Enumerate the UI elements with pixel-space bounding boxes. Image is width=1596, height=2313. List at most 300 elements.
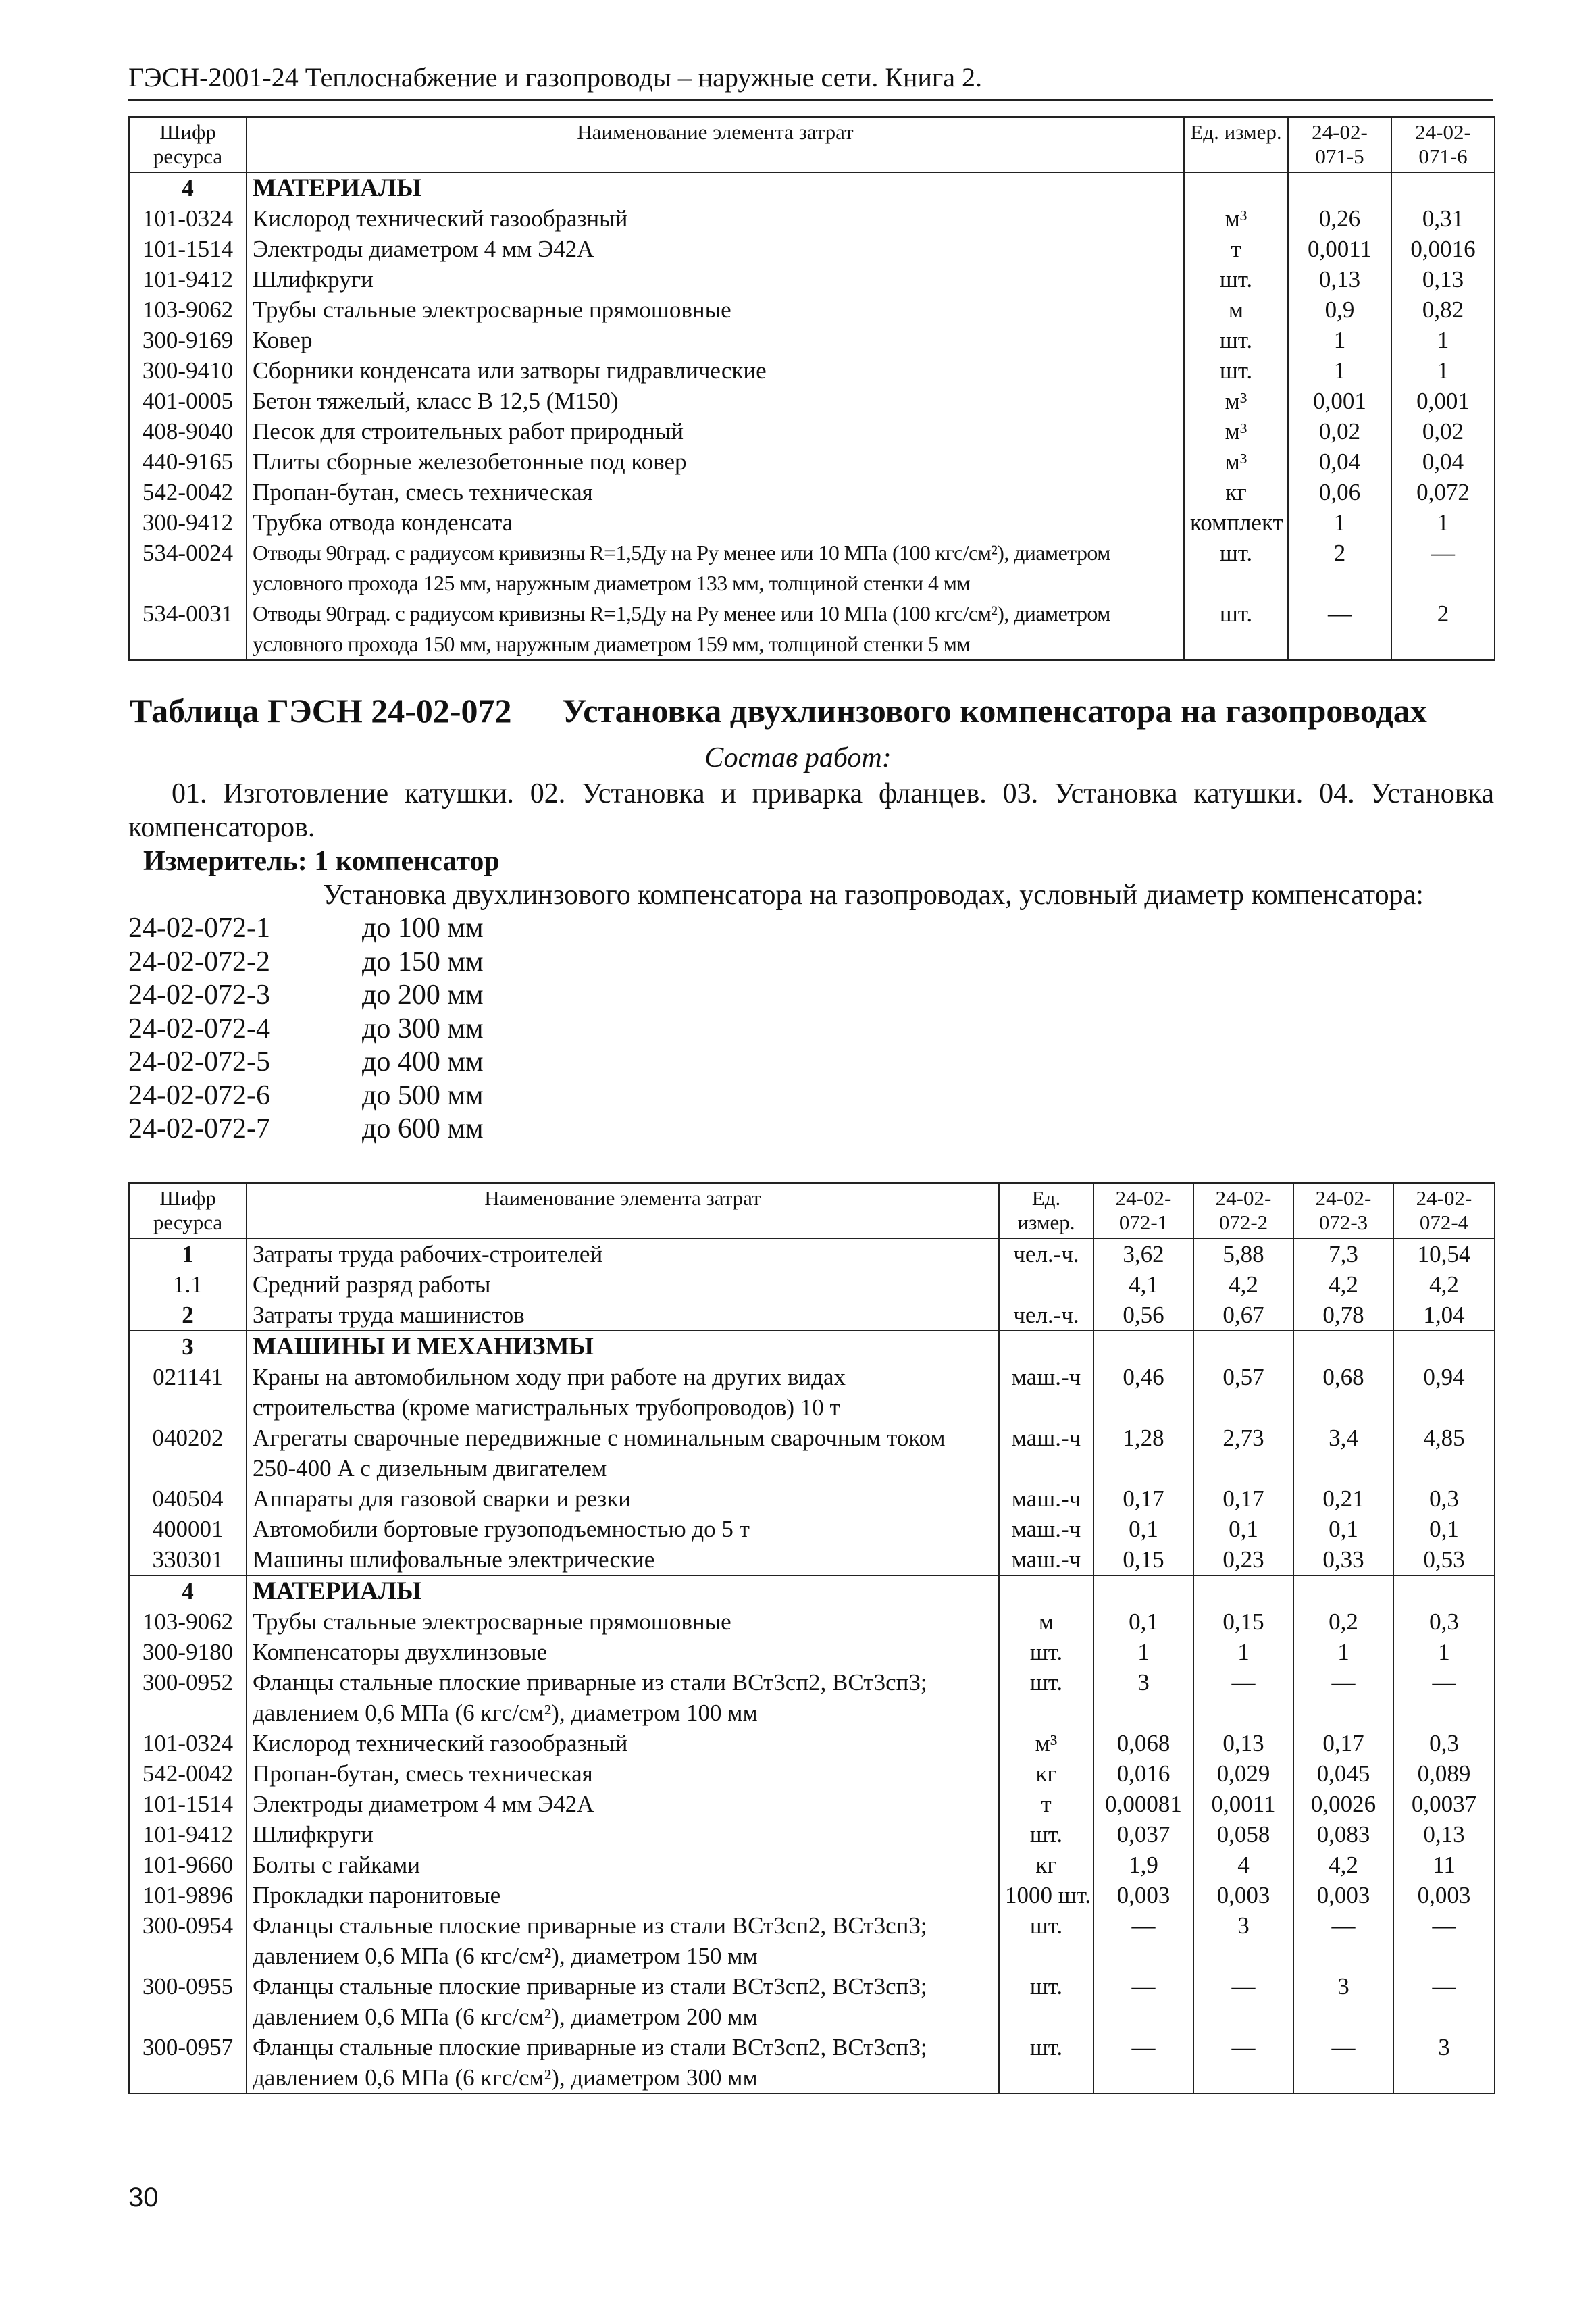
variants-list <box>128 912 484 1146</box>
variant-item <box>128 979 484 1013</box>
variant-description: до 600 мм <box>362 1113 484 1144</box>
value-cell: 0,001 <box>1391 386 1495 416</box>
unit-cell: шт. <box>1184 599 1288 660</box>
value-cell: 0,04 <box>1391 447 1495 477</box>
cost-element-name: Пропан-бутан, смесь техническая <box>247 1758 999 1789</box>
table-row <box>129 599 1495 660</box>
cost-element-name: Отводы 90град. с радиусом кривизны R=1,5Ду на Ру менее или 10 МПа (100 кгс/см²), диаметром условного прохода 150 мм, наружным диаметром 159 мм, толщиной стенки 5 мм <box>247 599 1184 660</box>
value-cell <box>1393 1575 1495 1606</box>
resource-code: 103-9062 <box>129 1606 247 1637</box>
value-cell: 0,57 <box>1193 1362 1293 1423</box>
value-cell: 4,2 <box>1293 1269 1393 1300</box>
cost-element-name: Сборники конденсата или затворы гидравлические <box>247 355 1184 386</box>
value-cell: 0,78 <box>1293 1300 1393 1331</box>
value-cell: 0,1 <box>1193 1514 1293 1544</box>
cost-element-name: Затраты труда рабочих-строителей <box>247 1238 999 1269</box>
resource-code: 3 <box>129 1331 247 1362</box>
table-row <box>129 2032 1495 2093</box>
resource-code: 300-0955 <box>129 1971 247 2032</box>
cost-element-name: Электроды диаметром 4 мм Э42А <box>247 234 1184 264</box>
variants-intro: Установка двухлинзового компенсатора на газопроводах, условный диаметр компенсатора: <box>323 880 1424 911</box>
unit-cell: шт. <box>1184 538 1288 599</box>
resource-code: 401-0005 <box>129 386 247 416</box>
cost-element-name: МАШИНЫ И МЕХАНИЗМЫ <box>247 1331 999 1362</box>
col-header-value: 24-02-072-4 <box>1393 1183 1495 1238</box>
table-row <box>129 1238 1495 1269</box>
cost-element-name: Бетон тяжелый, класс В 12,5 (М150) <box>247 386 1184 416</box>
unit-cell: 1000 шт. <box>999 1880 1093 1910</box>
value-cell: — <box>1193 2032 1293 2093</box>
value-cell: 4 <box>1193 1850 1293 1880</box>
table-row <box>129 1758 1495 1789</box>
value-cell: 3 <box>1093 1667 1193 1728</box>
value-cell: 0,21 <box>1293 1483 1393 1514</box>
composition-label: Состав работ: <box>704 742 892 773</box>
cost-element-name: Трубы стальные электросварные прямошовные <box>247 295 1184 325</box>
unit-cell: м³ <box>1184 447 1288 477</box>
section-row <box>129 172 1495 203</box>
table-row <box>129 1606 1495 1637</box>
section-row <box>129 1575 1495 1606</box>
unit-cell: комплект <box>1184 507 1288 538</box>
col-header-value: 24-02-072-2 <box>1193 1183 1293 1238</box>
resource-code: 300-0954 <box>129 1910 247 1971</box>
col-header-name: Наименование элемента затрат <box>247 1183 999 1238</box>
table-row <box>129 1910 1495 1971</box>
value-cell: 1 <box>1391 355 1495 386</box>
table-title <box>130 690 1427 731</box>
resource-code: 101-9412 <box>129 264 247 295</box>
table-row <box>129 1728 1495 1758</box>
unit-cell: шт. <box>999 1637 1093 1667</box>
resource-code: 300-9412 <box>129 507 247 538</box>
unit-cell: кг <box>999 1850 1093 1880</box>
resource-code: 101-9660 <box>129 1850 247 1880</box>
value-cell: — <box>1391 538 1495 599</box>
resource-code: 400001 <box>129 1514 247 1544</box>
unit-cell <box>999 1269 1093 1300</box>
variant-description: до 200 мм <box>362 980 484 1011</box>
resource-code: 542-0042 <box>129 477 247 507</box>
unit-cell: кг <box>1184 477 1288 507</box>
variant-code: 24-02-072-1 <box>128 913 270 944</box>
value-cell: 0,13 <box>1288 264 1391 295</box>
value-cell: 1 <box>1391 507 1495 538</box>
unit-cell: шт. <box>999 1667 1093 1728</box>
variant-item <box>128 946 484 980</box>
table-row <box>129 1514 1495 1544</box>
value-cell: — <box>1288 599 1391 660</box>
value-cell: 1 <box>1393 1637 1495 1667</box>
table-row <box>129 1269 1495 1300</box>
value-cell: 3 <box>1193 1910 1293 1971</box>
cost-element-name: Аппараты для газовой сварки и резки <box>247 1483 999 1514</box>
materials-table-071 <box>128 116 1495 661</box>
value-cell: 0,17 <box>1193 1483 1293 1514</box>
value-cell: 0,089 <box>1393 1758 1495 1789</box>
variant-code: 24-02-072-6 <box>128 1079 270 1111</box>
value-cell <box>1093 1575 1193 1606</box>
cost-element-name: МАТЕРИАЛЫ <box>247 172 1184 203</box>
value-cell: 0,17 <box>1293 1728 1393 1758</box>
cost-element-name: Фланцы стальные плоские приварные из стали ВСт3сп2, ВСт3сп3; давлением 0,6 МПа (6 кгс/см²), диаметром 200 мм <box>247 1971 999 2032</box>
resource-code: 300-0957 <box>129 2032 247 2093</box>
table-row <box>129 1362 1495 1423</box>
variant-description: до 500 мм <box>362 1079 484 1111</box>
table-row <box>129 295 1495 325</box>
value-cell: 0,2 <box>1293 1606 1393 1637</box>
value-cell: 0,23 <box>1193 1544 1293 1575</box>
value-cell: 1 <box>1093 1637 1193 1667</box>
resource-code: 300-9410 <box>129 355 247 386</box>
unit-cell <box>1184 172 1288 203</box>
unit-cell: шт. <box>999 1910 1093 1971</box>
unit-cell: м <box>999 1606 1093 1637</box>
value-cell: 0,003 <box>1093 1880 1193 1910</box>
page-number: 30 <box>128 2183 159 2212</box>
unit-cell: шт. <box>1184 325 1288 355</box>
unit-cell: шт. <box>999 2032 1093 2093</box>
value-cell: 0,072 <box>1391 477 1495 507</box>
variant-code: 24-02-072-3 <box>128 980 270 1011</box>
unit-cell <box>999 1331 1093 1362</box>
value-cell: 1 <box>1293 1637 1393 1667</box>
value-cell: 0,003 <box>1393 1880 1495 1910</box>
unit-cell: шт. <box>1184 264 1288 295</box>
variant-item <box>128 1046 484 1079</box>
value-cell: 4,85 <box>1393 1423 1495 1483</box>
table-row <box>129 386 1495 416</box>
value-cell: 0,31 <box>1391 203 1495 234</box>
value-cell: 0,029 <box>1193 1758 1293 1789</box>
resource-code: 330301 <box>129 1544 247 1575</box>
value-cell: 0,26 <box>1288 203 1391 234</box>
resource-code: 101-9412 <box>129 1819 247 1850</box>
table-body <box>129 172 1495 660</box>
table-row <box>129 1483 1495 1514</box>
variant-item <box>128 1079 484 1113</box>
value-cell: 0,82 <box>1391 295 1495 325</box>
cost-element-name: Затраты труда машинистов <box>247 1300 999 1331</box>
value-cell: 7,3 <box>1293 1238 1393 1269</box>
unit-cell: шт. <box>999 1819 1093 1850</box>
variant-description: до 100 мм <box>362 913 484 944</box>
value-cell: 0,1 <box>1293 1514 1393 1544</box>
unit-cell: шт. <box>999 1971 1093 2032</box>
cost-element-name: Ковер <box>247 325 1184 355</box>
value-cell: 0,13 <box>1393 1819 1495 1850</box>
col-header-unit: Ед. измер. <box>999 1183 1093 1238</box>
unit-cell: шт. <box>1184 355 1288 386</box>
resource-code: 300-9169 <box>129 325 247 355</box>
value-cell: 0,68 <box>1293 1362 1393 1423</box>
table-row <box>129 477 1495 507</box>
table-row <box>129 538 1495 599</box>
value-cell <box>1093 1331 1193 1362</box>
value-cell: 5,88 <box>1193 1238 1293 1269</box>
col-header-code: Шифр ресурса <box>129 1183 247 1238</box>
cost-element-name: Фланцы стальные плоские приварные из стали ВСт3сп2, ВСт3сп3; давлением 0,6 МПа (6 кгс/см²), диаметром 150 мм <box>247 1910 999 1971</box>
variant-description: до 300 мм <box>362 1013 484 1044</box>
unit-cell: чел.-ч. <box>999 1238 1093 1269</box>
unit-cell: м³ <box>1184 416 1288 447</box>
table-body <box>129 1238 1495 2093</box>
value-cell: 1,28 <box>1093 1423 1193 1483</box>
value-cell <box>1293 1331 1393 1362</box>
value-cell: — <box>1093 1971 1193 2032</box>
value-cell: — <box>1193 1971 1293 2032</box>
section-row <box>129 1331 1495 1362</box>
value-cell: — <box>1293 1910 1393 1971</box>
table-row <box>129 264 1495 295</box>
variant-item <box>128 1113 484 1146</box>
resource-code: 440-9165 <box>129 447 247 477</box>
variant-description: до 150 мм <box>362 946 484 977</box>
cost-element-name: Трубка отвода конденсата <box>247 507 1184 538</box>
value-cell: — <box>1293 2032 1393 2093</box>
value-cell: 0,0026 <box>1293 1789 1393 1819</box>
cost-element-name: Кислород технический газообразный <box>247 1728 999 1758</box>
value-cell: 0,02 <box>1288 416 1391 447</box>
resource-code: 101-1514 <box>129 234 247 264</box>
value-cell: 0,56 <box>1093 1300 1193 1331</box>
value-cell: 0,00081 <box>1093 1789 1193 1819</box>
value-cell: 2 <box>1391 599 1495 660</box>
cost-element-name: Средний разряд работы <box>247 1269 999 1300</box>
unit-cell: маш.-ч <box>999 1423 1093 1483</box>
value-cell <box>1193 1331 1293 1362</box>
value-cell: 1 <box>1288 325 1391 355</box>
cost-element-name: Краны на автомобильном ходу при работе на других видах строительства (кроме магистральных трубопроводов) 10 т <box>247 1362 999 1423</box>
resource-code: 040504 <box>129 1483 247 1514</box>
value-cell: — <box>1393 1971 1495 2032</box>
value-cell: 0,13 <box>1391 264 1495 295</box>
value-cell: 0,045 <box>1293 1758 1393 1789</box>
table-row <box>129 1819 1495 1850</box>
table-row <box>129 1423 1495 1483</box>
unit-cell: маш.-ч <box>999 1362 1093 1423</box>
variant-item <box>128 1013 484 1046</box>
resource-code: 300-0952 <box>129 1667 247 1728</box>
table-row <box>129 1880 1495 1910</box>
table-row <box>129 1850 1495 1880</box>
resource-code: 2 <box>129 1300 247 1331</box>
unit-cell: м³ <box>1184 203 1288 234</box>
operations-text: 01. Изготовление катушки. 02. Установка и приварка фланцев. 03. Установка катушки. 04. Установка компенсаторов. <box>128 778 1494 843</box>
unit-cell: маш.-ч <box>999 1483 1093 1514</box>
value-cell: — <box>1393 1667 1495 1728</box>
unit-cell <box>999 1575 1093 1606</box>
col-header-value: 24-02-071-6 <box>1391 117 1495 172</box>
cost-element-name: Шлифкруги <box>247 264 1184 295</box>
value-cell: 0,001 <box>1288 386 1391 416</box>
value-cell: 0,1 <box>1393 1514 1495 1544</box>
unit-cell: чел.-ч. <box>999 1300 1093 1331</box>
cost-element-name: Компенсаторы двухлинзовые <box>247 1637 999 1667</box>
value-cell <box>1391 172 1495 203</box>
cost-element-name: МАТЕРИАЛЫ <box>247 1575 999 1606</box>
col-header-name: Наименование элемента затрат <box>247 117 1184 172</box>
value-cell: 0,068 <box>1093 1728 1193 1758</box>
resource-code: 534-0024 <box>129 538 247 599</box>
value-cell: 10,54 <box>1393 1238 1495 1269</box>
value-cell: 0,46 <box>1093 1362 1193 1423</box>
col-header-code: Шифр ресурса <box>129 117 247 172</box>
value-cell: 3,62 <box>1093 1238 1193 1269</box>
value-cell: 3 <box>1393 2032 1495 2093</box>
resource-code: 534-0031 <box>129 599 247 660</box>
resource-code: 408-9040 <box>129 416 247 447</box>
value-cell: 0,0016 <box>1391 234 1495 264</box>
value-cell: — <box>1093 2032 1193 2093</box>
cost-element-name: Пропан-бутан, смесь техническая <box>247 477 1184 507</box>
value-cell: 4,2 <box>1393 1269 1495 1300</box>
value-cell: 11 <box>1393 1850 1495 1880</box>
unit-cell: маш.-ч <box>999 1544 1093 1575</box>
resource-code: 040202 <box>129 1423 247 1483</box>
cost-element-name: Отводы 90град. с радиусом кривизны R=1,5Ду на Ру менее или 10 МПа (100 кгс/см²), диаметром условного прохода 125 мм, наружным диаметром 133 мм, толщиной стенки 4 мм <box>247 538 1184 599</box>
variant-description: до 400 мм <box>362 1046 484 1077</box>
value-cell <box>1193 1575 1293 1606</box>
resource-code: 4 <box>129 1575 247 1606</box>
value-cell: 4,2 <box>1293 1850 1393 1880</box>
value-cell: 0,04 <box>1288 447 1391 477</box>
table-row <box>129 1544 1495 1575</box>
value-cell <box>1293 1575 1393 1606</box>
value-cell: 0,15 <box>1193 1606 1293 1637</box>
value-cell: 0,15 <box>1093 1544 1193 1575</box>
resources-table-072 <box>128 1182 1495 2094</box>
resource-code: 1.1 <box>129 1269 247 1300</box>
unit-cell: м³ <box>1184 386 1288 416</box>
cost-element-name: Фланцы стальные плоские приварные из стали ВСт3сп2, ВСт3сп3; давлением 0,6 МПа (6 кгс/см²), диаметром 300 мм <box>247 2032 999 2093</box>
unit-cell: м³ <box>999 1728 1093 1758</box>
value-cell: 0,0037 <box>1393 1789 1495 1819</box>
table-row <box>129 1667 1495 1728</box>
cost-element-name: Прокладки паронитовые <box>247 1880 999 1910</box>
value-cell: 3,4 <box>1293 1423 1393 1483</box>
cost-element-name: Кислород технический газообразный <box>247 203 1184 234</box>
running-header: ГЭСН-2001-24 Теплоснабжение и газопроводы – наружные сети. Книга 2. <box>128 61 1493 101</box>
resource-code: 4 <box>129 172 247 203</box>
value-cell: 0,083 <box>1293 1819 1393 1850</box>
value-cell: — <box>1093 1910 1193 1971</box>
value-cell: — <box>1193 1667 1293 1728</box>
col-header-unit: Ед. измер. <box>1184 117 1288 172</box>
value-cell: 0,3 <box>1393 1483 1495 1514</box>
cost-element-name: Фланцы стальные плоские приварные из стали ВСт3сп2, ВСт3сп3; давлением 0,6 МПа (6 кгс/см²), диаметром 100 мм <box>247 1667 999 1728</box>
resource-code: 101-1514 <box>129 1789 247 1819</box>
resource-code: 1 <box>129 1238 247 1269</box>
resource-code: 101-0324 <box>129 203 247 234</box>
cost-element-name: Электроды диаметром 4 мм Э42А <box>247 1789 999 1819</box>
value-cell: 0,67 <box>1193 1300 1293 1331</box>
table-row <box>129 1300 1495 1331</box>
resource-code: 101-9896 <box>129 1880 247 1910</box>
value-cell: 0,3 <box>1393 1606 1495 1637</box>
table-row <box>129 1971 1495 2032</box>
value-cell: 0,003 <box>1293 1880 1393 1910</box>
resource-code: 103-9062 <box>129 295 247 325</box>
cost-element-name: Песок для строительных работ природный <box>247 416 1184 447</box>
measure-unit: Измеритель: 1 компенсатор <box>143 846 500 877</box>
value-cell: 0,02 <box>1391 416 1495 447</box>
resource-code: 021141 <box>129 1362 247 1423</box>
table-row <box>129 1789 1495 1819</box>
col-header-value: 24-02-071-5 <box>1288 117 1391 172</box>
col-header-value: 24-02-072-1 <box>1093 1183 1193 1238</box>
cost-element-name: Плиты сборные железобетонные под ковер <box>247 447 1184 477</box>
col-header-value: 24-02-072-3 <box>1293 1183 1393 1238</box>
table-name: Установка двухлинзового компенсатора на газопроводах <box>562 692 1427 730</box>
value-cell: 0,94 <box>1393 1362 1495 1423</box>
cost-element-name: Автомобили бортовые грузоподъемностью до 5 т <box>247 1514 999 1544</box>
value-cell: 2,73 <box>1193 1423 1293 1483</box>
value-cell: 0,003 <box>1193 1880 1293 1910</box>
value-cell <box>1393 1331 1495 1362</box>
value-cell: 0,058 <box>1193 1819 1293 1850</box>
value-cell: 0,016 <box>1093 1758 1193 1789</box>
table-row <box>129 416 1495 447</box>
value-cell: 0,17 <box>1093 1483 1193 1514</box>
value-cell: 1,9 <box>1093 1850 1193 1880</box>
value-cell: 0,3 <box>1393 1728 1495 1758</box>
table-row <box>129 507 1495 538</box>
value-cell: 0,1 <box>1093 1514 1193 1544</box>
resource-code: 101-0324 <box>129 1728 247 1758</box>
variant-code: 24-02-072-5 <box>128 1046 270 1077</box>
value-cell: 2 <box>1288 538 1391 599</box>
value-cell: 1 <box>1193 1637 1293 1667</box>
resource-code: 542-0042 <box>129 1758 247 1789</box>
table-row <box>129 325 1495 355</box>
unit-cell: т <box>1184 234 1288 264</box>
variant-item <box>128 912 484 946</box>
value-cell: 0,0011 <box>1193 1789 1293 1819</box>
value-cell: 1 <box>1288 507 1391 538</box>
table-row <box>129 1637 1495 1667</box>
value-cell: 0,1 <box>1093 1606 1193 1637</box>
table-number: Таблица ГЭСН 24-02-072 <box>130 692 512 730</box>
unit-cell: т <box>999 1789 1093 1819</box>
value-cell: — <box>1393 1910 1495 1971</box>
variant-code: 24-02-072-4 <box>128 1013 270 1044</box>
value-cell: 0,0011 <box>1288 234 1391 264</box>
value-cell <box>1288 172 1391 203</box>
cost-element-name: Шлифкруги <box>247 1819 999 1850</box>
value-cell: 0,06 <box>1288 477 1391 507</box>
cost-element-name: Агрегаты сварочные передвижные с номинальным сварочным током 250-400 А с дизельным двигателем <box>247 1423 999 1483</box>
value-cell: 1,04 <box>1393 1300 1495 1331</box>
cost-element-name: Машины шлифовальные электрические <box>247 1544 999 1575</box>
table-row <box>129 234 1495 264</box>
value-cell: — <box>1293 1667 1393 1728</box>
value-cell: 1 <box>1391 325 1495 355</box>
value-cell: 0,13 <box>1193 1728 1293 1758</box>
table-row <box>129 447 1495 477</box>
cost-element-name: Трубы стальные электросварные прямошовные <box>247 1606 999 1637</box>
value-cell: 0,33 <box>1293 1544 1393 1575</box>
cost-element-name: Болты с гайками <box>247 1850 999 1880</box>
value-cell: 4,1 <box>1093 1269 1193 1300</box>
unit-cell: маш.-ч <box>999 1514 1093 1544</box>
variant-code: 24-02-072-2 <box>128 946 270 977</box>
value-cell: 3 <box>1293 1971 1393 2032</box>
value-cell: 1 <box>1288 355 1391 386</box>
variant-code: 24-02-072-7 <box>128 1113 270 1144</box>
resource-code: 300-9180 <box>129 1637 247 1667</box>
value-cell: 0,53 <box>1393 1544 1495 1575</box>
